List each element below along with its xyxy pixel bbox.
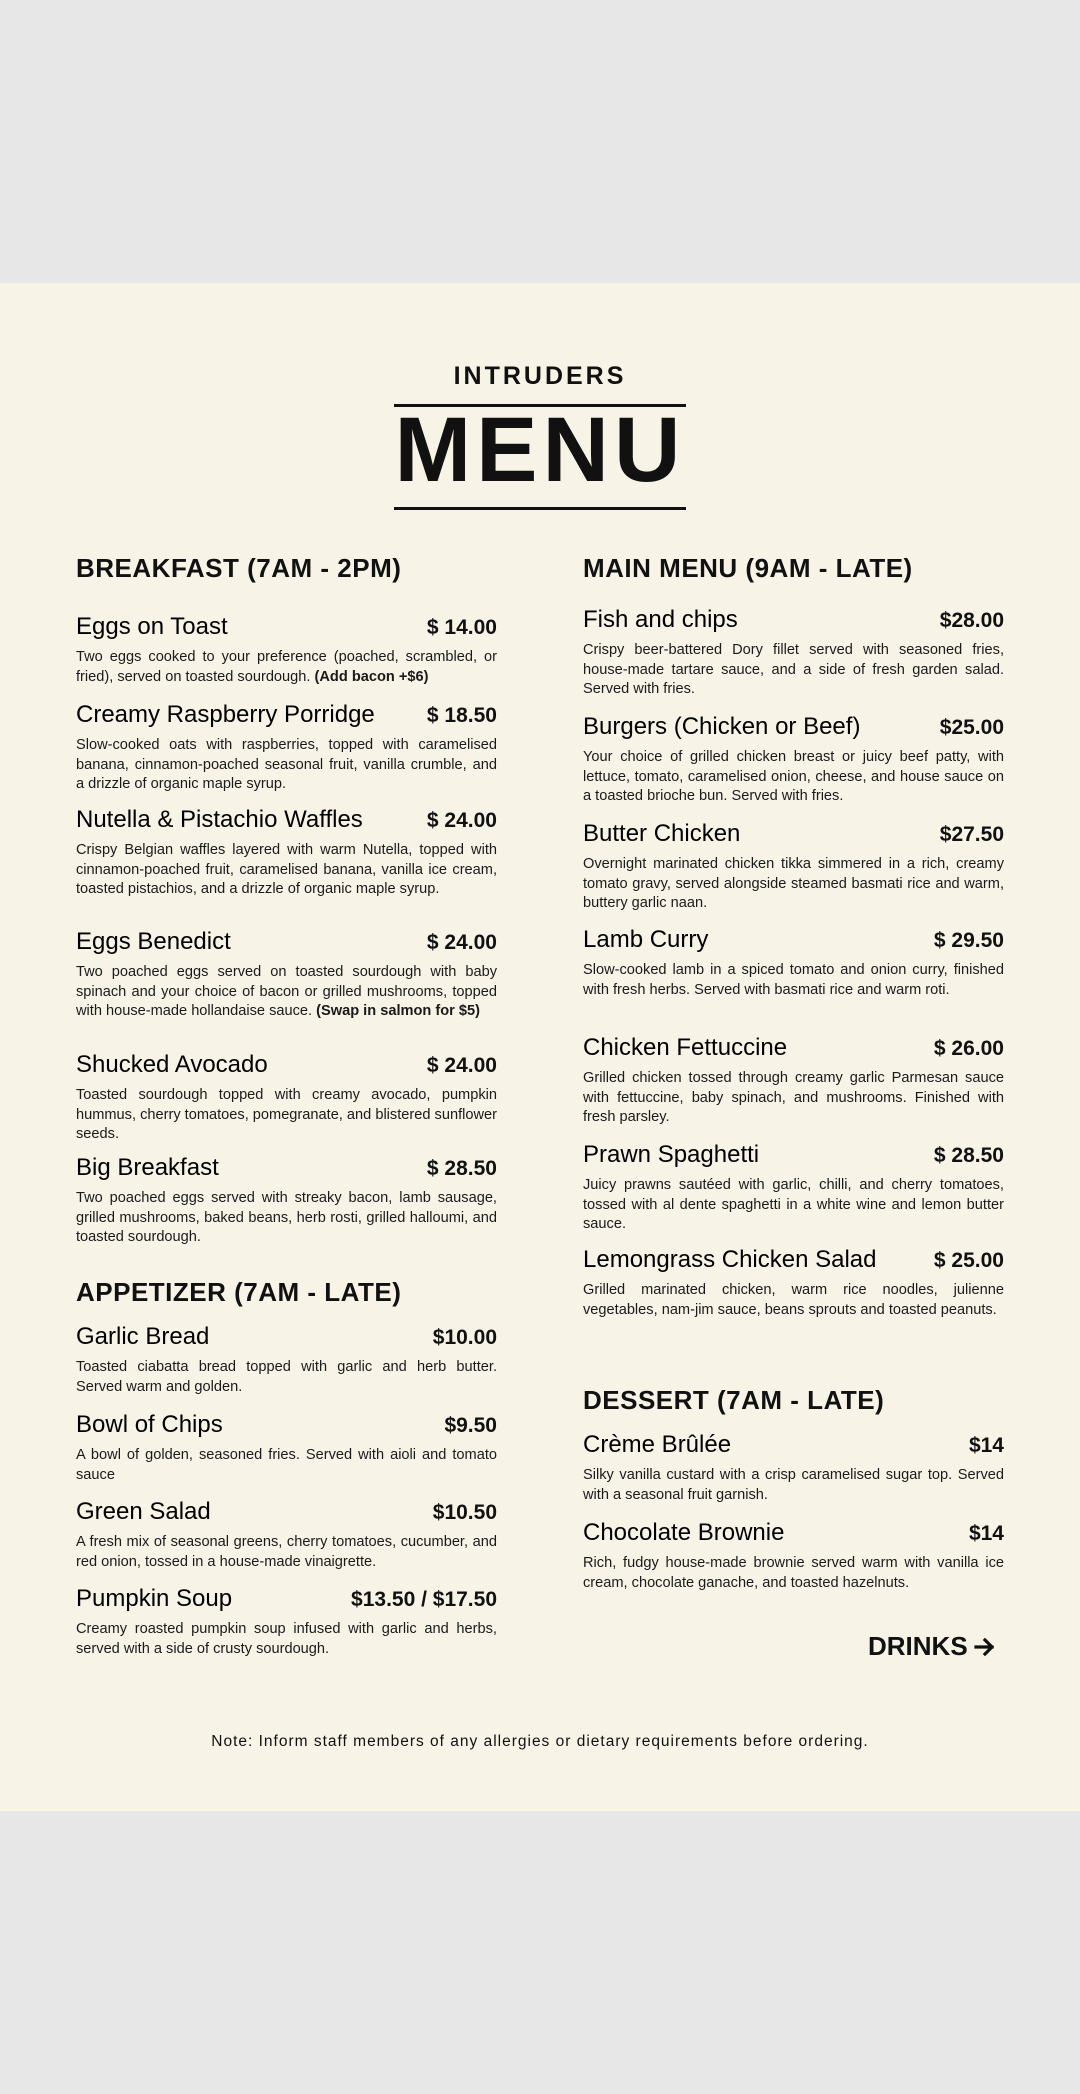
item-price: $ 28.50 xyxy=(426,1157,497,1180)
item-description: Creamy roasted pumpkin soup infused with garlic and herbs, served with a side of crusty sourdough. xyxy=(76,1621,497,1657)
item-price: $27.50 xyxy=(939,823,1004,846)
item-price: $28.00 xyxy=(939,609,1004,632)
menu-item xyxy=(76,806,497,900)
item-price: $13.50 / $17.50 xyxy=(351,1588,497,1611)
item-price: $10.00 xyxy=(432,1326,497,1349)
item-price: $14 xyxy=(968,1434,1004,1457)
item-price: $ 24.00 xyxy=(426,1054,497,1077)
item-name: Prawn Spaghetti xyxy=(583,1141,760,1168)
item-price: $10.50 xyxy=(432,1501,497,1524)
item-description: Slow-cooked lamb in a spiced tomato and onion curry, finished with fresh herbs. Served with basmati rice and warm roti. xyxy=(583,962,1004,998)
item-price: $14 xyxy=(968,1522,1004,1545)
dessert-heading: DESSERT (7AM - LATE) xyxy=(583,1385,885,1415)
item-name: Eggs Benedict xyxy=(76,928,231,955)
item-name: Chicken Fettuccine xyxy=(583,1034,788,1061)
item-description: Your choice of grilled chicken breast or juicy beef patty, with lettuce, tomato, caramelised onion, cheese, and house sauce on a toasted brioche bun. Served with fries. xyxy=(583,749,1004,804)
item-price: $ 18.50 xyxy=(426,704,497,727)
menu-item xyxy=(583,926,1004,1000)
menu-item xyxy=(583,1034,1004,1128)
title-rule-bottom xyxy=(394,507,686,510)
item-description: Juicy prawns sautéed with garlic, chilli, and cherry tomatoes, tossed with al dente spaghetti in a white wine and lemon butter sauce. xyxy=(583,1177,1004,1232)
brand-name: INTRUDERS xyxy=(453,362,627,390)
item-description: A fresh mix of seasonal greens, cherry tomatoes, cucumber, and red onion, tossed in a house-made vinaigrette. xyxy=(76,1534,497,1570)
item-name: Eggs on Toast xyxy=(76,613,228,640)
menu-card xyxy=(0,283,1080,1811)
item-description: Silky vanilla custard with a crisp caramelised sugar top. Served with a seasonal fruit garnish. xyxy=(583,1467,1004,1503)
menu-item xyxy=(583,713,1004,807)
item-description: Two poached eggs served with streaky bacon, lamb sausage, grilled mushrooms, baked beans, herb rosti, grilled halloumi, and toasted sourdough. xyxy=(76,1190,497,1245)
item-description: Crispy beer-battered Dory fillet served with seasoned fries, house-made tartare sauce, and a side of fresh garden salad. Served with fries. xyxy=(583,642,1004,697)
item-name: Burgers (Chicken or Beef) xyxy=(583,713,861,740)
item-name: Lemongrass Chicken Salad xyxy=(583,1246,877,1273)
item-price: $25.00 xyxy=(939,716,1004,739)
allergy-note: Note: Inform staff members of any allergies or dietary requirements before ordering. xyxy=(211,1733,869,1750)
menu-item xyxy=(583,606,1004,700)
item-description: Two eggs cooked to your preference (poached, scrambled, or fried), served on toasted sourdough. (Add bacon +$6) xyxy=(76,649,497,685)
item-description: Rich, fudgy house-made brownie served warm with vanilla ice cream, chocolate ganache, and toasted hazelnuts. xyxy=(583,1555,1004,1591)
item-description: Toasted ciabatta bread topped with garlic and herb butter. Served warm and golden. xyxy=(76,1359,497,1395)
breakfast-heading: BREAKFAST (7AM - 2PM) xyxy=(76,553,402,583)
item-name: Bowl of Chips xyxy=(76,1411,223,1438)
menu-item xyxy=(76,1154,497,1248)
menu-item xyxy=(583,1519,1004,1593)
item-name: Butter Chicken xyxy=(583,820,741,847)
menu-item xyxy=(76,613,497,687)
item-name: Nutella & Pistachio Waffles xyxy=(76,806,363,833)
item-name: Green Salad xyxy=(76,1498,211,1525)
item-extra: (Add bacon +$6) xyxy=(314,668,429,685)
item-price: $ 28.50 xyxy=(933,1144,1004,1167)
item-extra: (Swap in salmon for $5) xyxy=(316,1003,480,1019)
menu-item xyxy=(76,701,497,795)
item-description: Grilled marinated chicken, warm rice noodles, julienne vegetables, nam-jim sauce, beans sprouts and toasted peanuts. xyxy=(583,1282,1004,1318)
item-name: Crème Brûlée xyxy=(583,1431,732,1458)
item-name: Chocolate Brownie xyxy=(583,1519,785,1546)
item-name: Shucked Avocado xyxy=(76,1051,268,1078)
item-name: Garlic Bread xyxy=(76,1323,210,1350)
item-price: $ 14.00 xyxy=(426,616,497,639)
item-price: $ 29.50 xyxy=(933,929,1004,952)
item-name: Pumpkin Soup xyxy=(76,1585,233,1612)
item-description: Toasted sourdough topped with creamy avocado, pumpkin hummus, cherry tomatoes, pomegranate, and blistered sunflower seeds. xyxy=(76,1087,497,1142)
item-description: Crispy Belgian waffles layered with warm Nutella, topped with cinnamon-poached fruit, caramelised banana, vanilla ice cream, toasted pistachios, and a drizzle of organic maple syrup. xyxy=(76,842,497,897)
item-price: $ 24.00 xyxy=(426,809,497,832)
item-name: Fish and chips xyxy=(583,606,738,633)
appetizer-heading: APPETIZER (7AM - LATE) xyxy=(76,1277,402,1307)
item-description: Two poached eggs served on toasted sourdough with baby spinach and your choice of bacon or grilled mushrooms, topped with house-made hollandaise sauce. (Swap in salmon for $5) xyxy=(76,964,497,1019)
menu-item xyxy=(76,1411,497,1485)
item-description: A bowl of golden, seasoned fries. Served with aioli and tomato sauce xyxy=(76,1447,497,1483)
drinks-link-label: DRINKS xyxy=(868,1631,968,1661)
menu-title: MENU xyxy=(394,399,686,501)
menu-item xyxy=(76,1498,497,1572)
item-description: Overnight marinated chicken tikka simmered in a rich, creamy tomato gravy, served alongside steamed basmati rice and warm, buttery garlic naan. xyxy=(583,856,1004,911)
menu-item xyxy=(583,1246,1004,1320)
item-name: Big Breakfast xyxy=(76,1154,219,1181)
main-menu-heading: MAIN MENU (9AM - LATE) xyxy=(583,553,913,583)
item-price: $ 25.00 xyxy=(933,1249,1004,1272)
menu-item xyxy=(76,1323,497,1397)
menu-item xyxy=(583,1141,1004,1235)
item-name: Lamb Curry xyxy=(583,926,709,953)
menu-item xyxy=(76,1585,497,1659)
item-description: Grilled chicken tossed through creamy garlic Parmesan sauce with fettuccine, baby spinach, and mushrooms. Finished with fresh parsley. xyxy=(583,1070,1004,1125)
menu-item xyxy=(583,1431,1004,1505)
item-price: $ 24.00 xyxy=(426,931,497,954)
drinks-link[interactable] xyxy=(868,1631,996,1662)
menu-item xyxy=(76,928,497,1022)
menu-item xyxy=(76,1051,497,1145)
item-description: Slow-cooked oats with raspberries, topped with caramelised banana, cinnamon-poached seasonal fruit, vanilla crumble, and a drizzle of organic maple syrup. xyxy=(76,737,497,792)
menu-item xyxy=(583,820,1004,914)
item-name: Creamy Raspberry Porridge xyxy=(76,701,375,728)
arrow-right-icon xyxy=(974,1636,996,1658)
item-price: $9.50 xyxy=(444,1414,497,1437)
item-price: $ 26.00 xyxy=(933,1037,1004,1060)
